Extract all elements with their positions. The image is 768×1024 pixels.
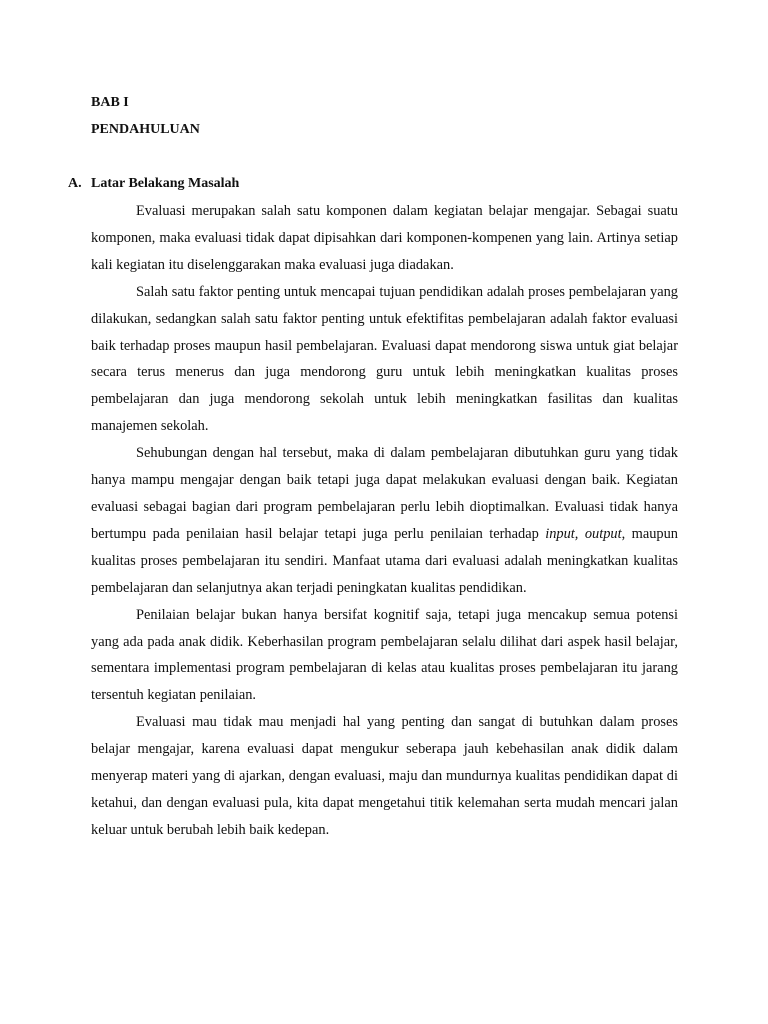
- chapter-title: PENDAHULUAN: [91, 122, 200, 137]
- paragraph-text: , maupun kualitas proses pembelajaran itu sendiri. Manfaat utama dari evaluasi adalah meningkatkan kualitas pembelajaran dan selanjutnya akan terjadi peningkatan kualitas pendidikan.: [91, 525, 678, 596]
- body-text: [91, 198, 678, 844]
- paragraph: Evaluasi merupakan salah satu komponen dalam kegiatan belajar mengajar. Sebagai suatu komponen, maka evaluasi tidak dapat dipisahkan dari komponen-kompenen yang lain. Artinya setiap kali kegiatan itu diselenggarakan maka evaluasi juga diadakan.: [91, 203, 678, 273]
- paragraph: Penilaian belajar bukan hanya bersifat kognitif saja, tetapi juga mencakup semua potensi yang ada pada anak didik. Keberhasilan program pembelajaran selalu dilihat dari aspek hasil belajar, sementara implementasi program pembelajaran di kelas atau kualitas proses pembelajaran itu jarang tersentuh kegiatan penilaian.: [91, 606, 678, 704]
- paragraph: [91, 440, 678, 601]
- section-heading: [68, 175, 239, 193]
- paragraph-text: Sehubungan dengan hal tersebut, maka di dalam pembelajaran dibutuhkan guru yang tidak hanya mampu mengajar dengan baik tetapi juga dapat melakukan evaluasi dengan baik. Kegiatan evaluasi sebagai bagian dari program pembelajaran perlu lebih dioptimalkan. Evaluasi tidak hanya bertumpu pada penilaian hasil belajar tetapi juga perlu penilaian terhadap: [91, 445, 678, 542]
- paragraph: Evaluasi mau tidak mau menjadi hal yang penting dan sangat di butuhkan dalam proses belajar mengajar, karena evaluasi dapat mengukur seberapa jauh kebehasilan anak didik dalam menyerap materi yang di ajarkan, dengan evaluasi, maju dan mundurnya kualitas pendidikan dapat di ketahui, dan dengan evaluasi pula, kita dapat mengetahui titik kelemahan serta mudah mencari jalan keluar untuk berubah lebih baik kedepan.: [91, 714, 678, 838]
- italic-term: input, output: [545, 525, 622, 542]
- paragraph: Salah satu faktor penting untuk mencapai tujuan pendidikan adalah proses pembelajaran yang dilakukan, sedangkan salah satu faktor penting untuk efektifitas pembelajaran adalah faktor evaluasi baik terhadap proses maupun hasil pembelajaran. Evaluasi dapat mendorong siswa untuk giat belajar secara terus menerus dan juga mendorong guru untuk lebih meningkatkan kualitas proses pembelajaran dan juga mendorong sekolah untuk lebih meningkatkan fasilitas dan kualitas manajemen sekolah.: [91, 283, 678, 435]
- section-title: Latar Belakang Masalah: [91, 176, 240, 191]
- chapter-number: BAB I: [91, 95, 129, 110]
- section-marker: A.: [68, 176, 82, 191]
